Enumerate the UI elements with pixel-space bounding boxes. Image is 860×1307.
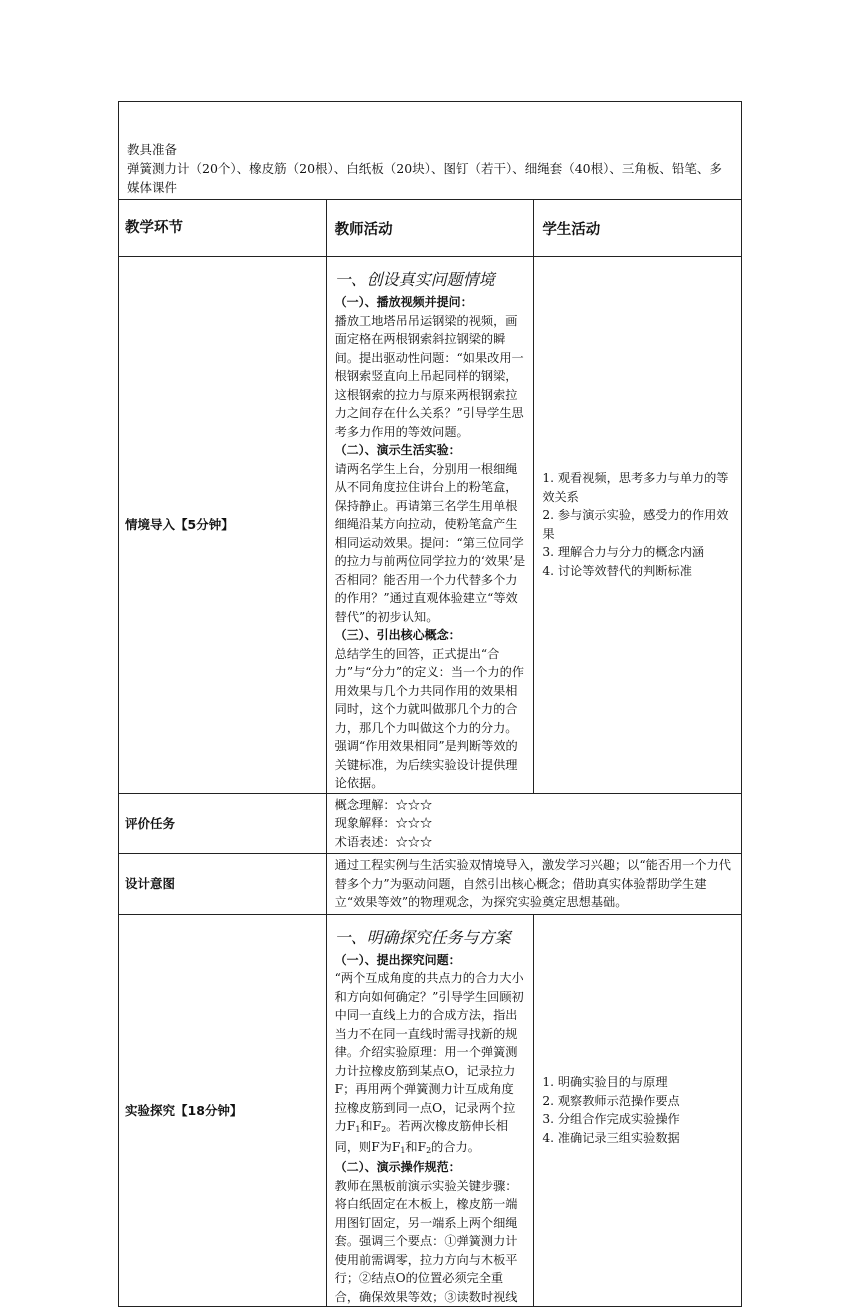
section2-part1-a: “两个互成角度的共点力的合力大小和方向如何确定？”引导学生回顾初中同一直线上力的合成方法，指出当力不在同一直线时需寻找新的规律。介绍实验原理：用一个弹簧测力计拉橡皮筋到某点O，记录拉力F；再用两个弹簧测力计互成角度拉橡皮筋到同一点O，记录两个拉力F bbox=[334, 971, 524, 1133]
section2-part2-title: （二）、演示操作规范： bbox=[334, 1160, 461, 1174]
evaluation-cell bbox=[326, 793, 741, 854]
section2-part1-text bbox=[335, 969, 526, 1158]
lesson-plan-table bbox=[118, 101, 742, 1307]
prep-cell bbox=[119, 102, 742, 200]
section2-part1-d: 和F bbox=[405, 1139, 427, 1154]
evaluation-item-2: 现象解释：☆☆☆ bbox=[334, 816, 433, 830]
section1-student-4: 4. 讨论等效替代的判断标准 bbox=[542, 563, 692, 578]
evaluation-item-3: 术语表述：☆☆☆ bbox=[334, 834, 433, 849]
section1-student bbox=[534, 257, 742, 794]
section1-part1-text: 播放工地塔吊吊运钢梁的视频，画面定格在两根钢索斜拉钢梁的瞬间。提出驱动性问题：“如果改用一根钢索竖直向上吊起同样的钢梁，这根钢索的拉力与原来两根钢索拉力之间存在什么关系？”引导学生思考多力作用的等效问题。 bbox=[334, 313, 524, 439]
section2-label: 实验探究【18分钟】 bbox=[119, 914, 327, 1307]
section1-label: 情境导入【5分钟】 bbox=[119, 257, 327, 794]
section1-row bbox=[119, 257, 742, 794]
header-stage: 教学环节 bbox=[119, 200, 327, 257]
header-row bbox=[119, 200, 742, 257]
prep-title: 教具准备 bbox=[127, 142, 178, 157]
sub-f1-a: 1 bbox=[355, 1125, 361, 1134]
section2-part1-e: 的合力。 bbox=[431, 1139, 480, 1154]
design-label: 设计意图 bbox=[119, 854, 327, 915]
sub-f2-a: 2 bbox=[381, 1125, 387, 1134]
prep-materials: 弹簧测力计（20个）、橡皮筋（20根）、白纸板（20块）、图钉（若干）、细绳套（40根）、三角板、铅笔、多媒体课件 bbox=[127, 161, 722, 195]
design-text: 通过工程实例与生活实验双情境导入，激发学习兴趣；以“能否用一个力代替多个力”为驱动问题，自然引出核心概念；借助真实体验帮助学生建立“效果等效”的物理观念，为探究实验奠定思想基础。 bbox=[326, 854, 741, 915]
section1-teacher bbox=[326, 257, 534, 794]
lesson-plan-page bbox=[118, 101, 742, 1307]
section1-part1-title: （一）、播放视频并提问： bbox=[334, 295, 473, 309]
section2-student-3: 3. 分组合作完成实验操作 bbox=[542, 1112, 680, 1127]
section1-student-2: 2. 参与演示实验，感受力的作用效果 bbox=[542, 508, 729, 541]
section2-heading: 一、明确探究任务与方案 bbox=[334, 927, 511, 947]
prep-row bbox=[119, 102, 742, 200]
section1-part2-text: 请两名学生上台，分别用一根细绳从不同角度拉住讲台上的粉笔盒，保持静止。再请第三名学生用单根细绳沿某方向拉动，使粉笔盒产生相同运动效果。提问：“第三位同学的拉力与前两位同学拉力的‘效果’是否相同？能否用一个力代替多个力的作用？”通过直观体验建立“等效替代”的初步认知。 bbox=[334, 461, 526, 624]
design-row bbox=[119, 854, 742, 915]
section2-row bbox=[119, 914, 742, 1307]
section2-student bbox=[534, 914, 742, 1307]
section2-part1-c: 。若两次橡皮筋伸长相同，则F为F bbox=[334, 1119, 509, 1154]
section1-heading: 一、创设真实问题情境 bbox=[334, 270, 495, 289]
section2-part2-text: 教师在黑板前演示实验关键步骤：将白纸固定在木板上，橡皮筋一端用图钉固定，另一端系上两个细绳套。强调三个要点：①弹簧测力计使用前需调零，拉力方向与木板平行；②结点O的位置必须完全重合，确保效果等效；③读数时视线 bbox=[334, 1178, 518, 1304]
sub-f2-b: 2 bbox=[426, 1145, 432, 1155]
section2-teacher bbox=[326, 914, 534, 1307]
evaluation-label: 评价任务 bbox=[119, 793, 327, 854]
section2-student-1: 1. 明确实验目的与原理 bbox=[542, 1075, 668, 1090]
header-student: 学生活动 bbox=[534, 200, 742, 257]
section2-part1-title: （一）、提出探究问题： bbox=[334, 952, 461, 967]
section2-student-4: 4. 准确记录三组实验数据 bbox=[542, 1130, 680, 1145]
section1-part3-text: 总结学生的回答，正式提出“合力”与“分力”的定义：当一个力的作用效果与几个力共同作用的效果相同时，这个力就叫做那几个力的合力，那几个力叫做这个力的分力。强调“作用效果相同”是判断等效的关键标准，为后续实验设计提供理论依据。 bbox=[334, 646, 524, 790]
section1-part3-title: （三）、引出核心概念： bbox=[334, 628, 461, 642]
section2-part1-b: 和F bbox=[360, 1119, 382, 1133]
sub-f1-b: 1 bbox=[400, 1145, 406, 1155]
header-teacher: 教师活动 bbox=[326, 200, 534, 257]
section1-student-1: 1. 观看视频，思考多力与单力的等效关系 bbox=[542, 471, 729, 504]
evaluation-row bbox=[119, 793, 742, 854]
section2-student-2: 2. 观察教师示范操作要点 bbox=[542, 1093, 680, 1108]
section1-part2-title: （二）、演示生活实验： bbox=[334, 443, 461, 457]
section1-student-3: 3. 理解合力与分力的概念内涵 bbox=[542, 545, 705, 560]
evaluation-item-1: 概念理解：☆☆☆ bbox=[334, 797, 433, 812]
